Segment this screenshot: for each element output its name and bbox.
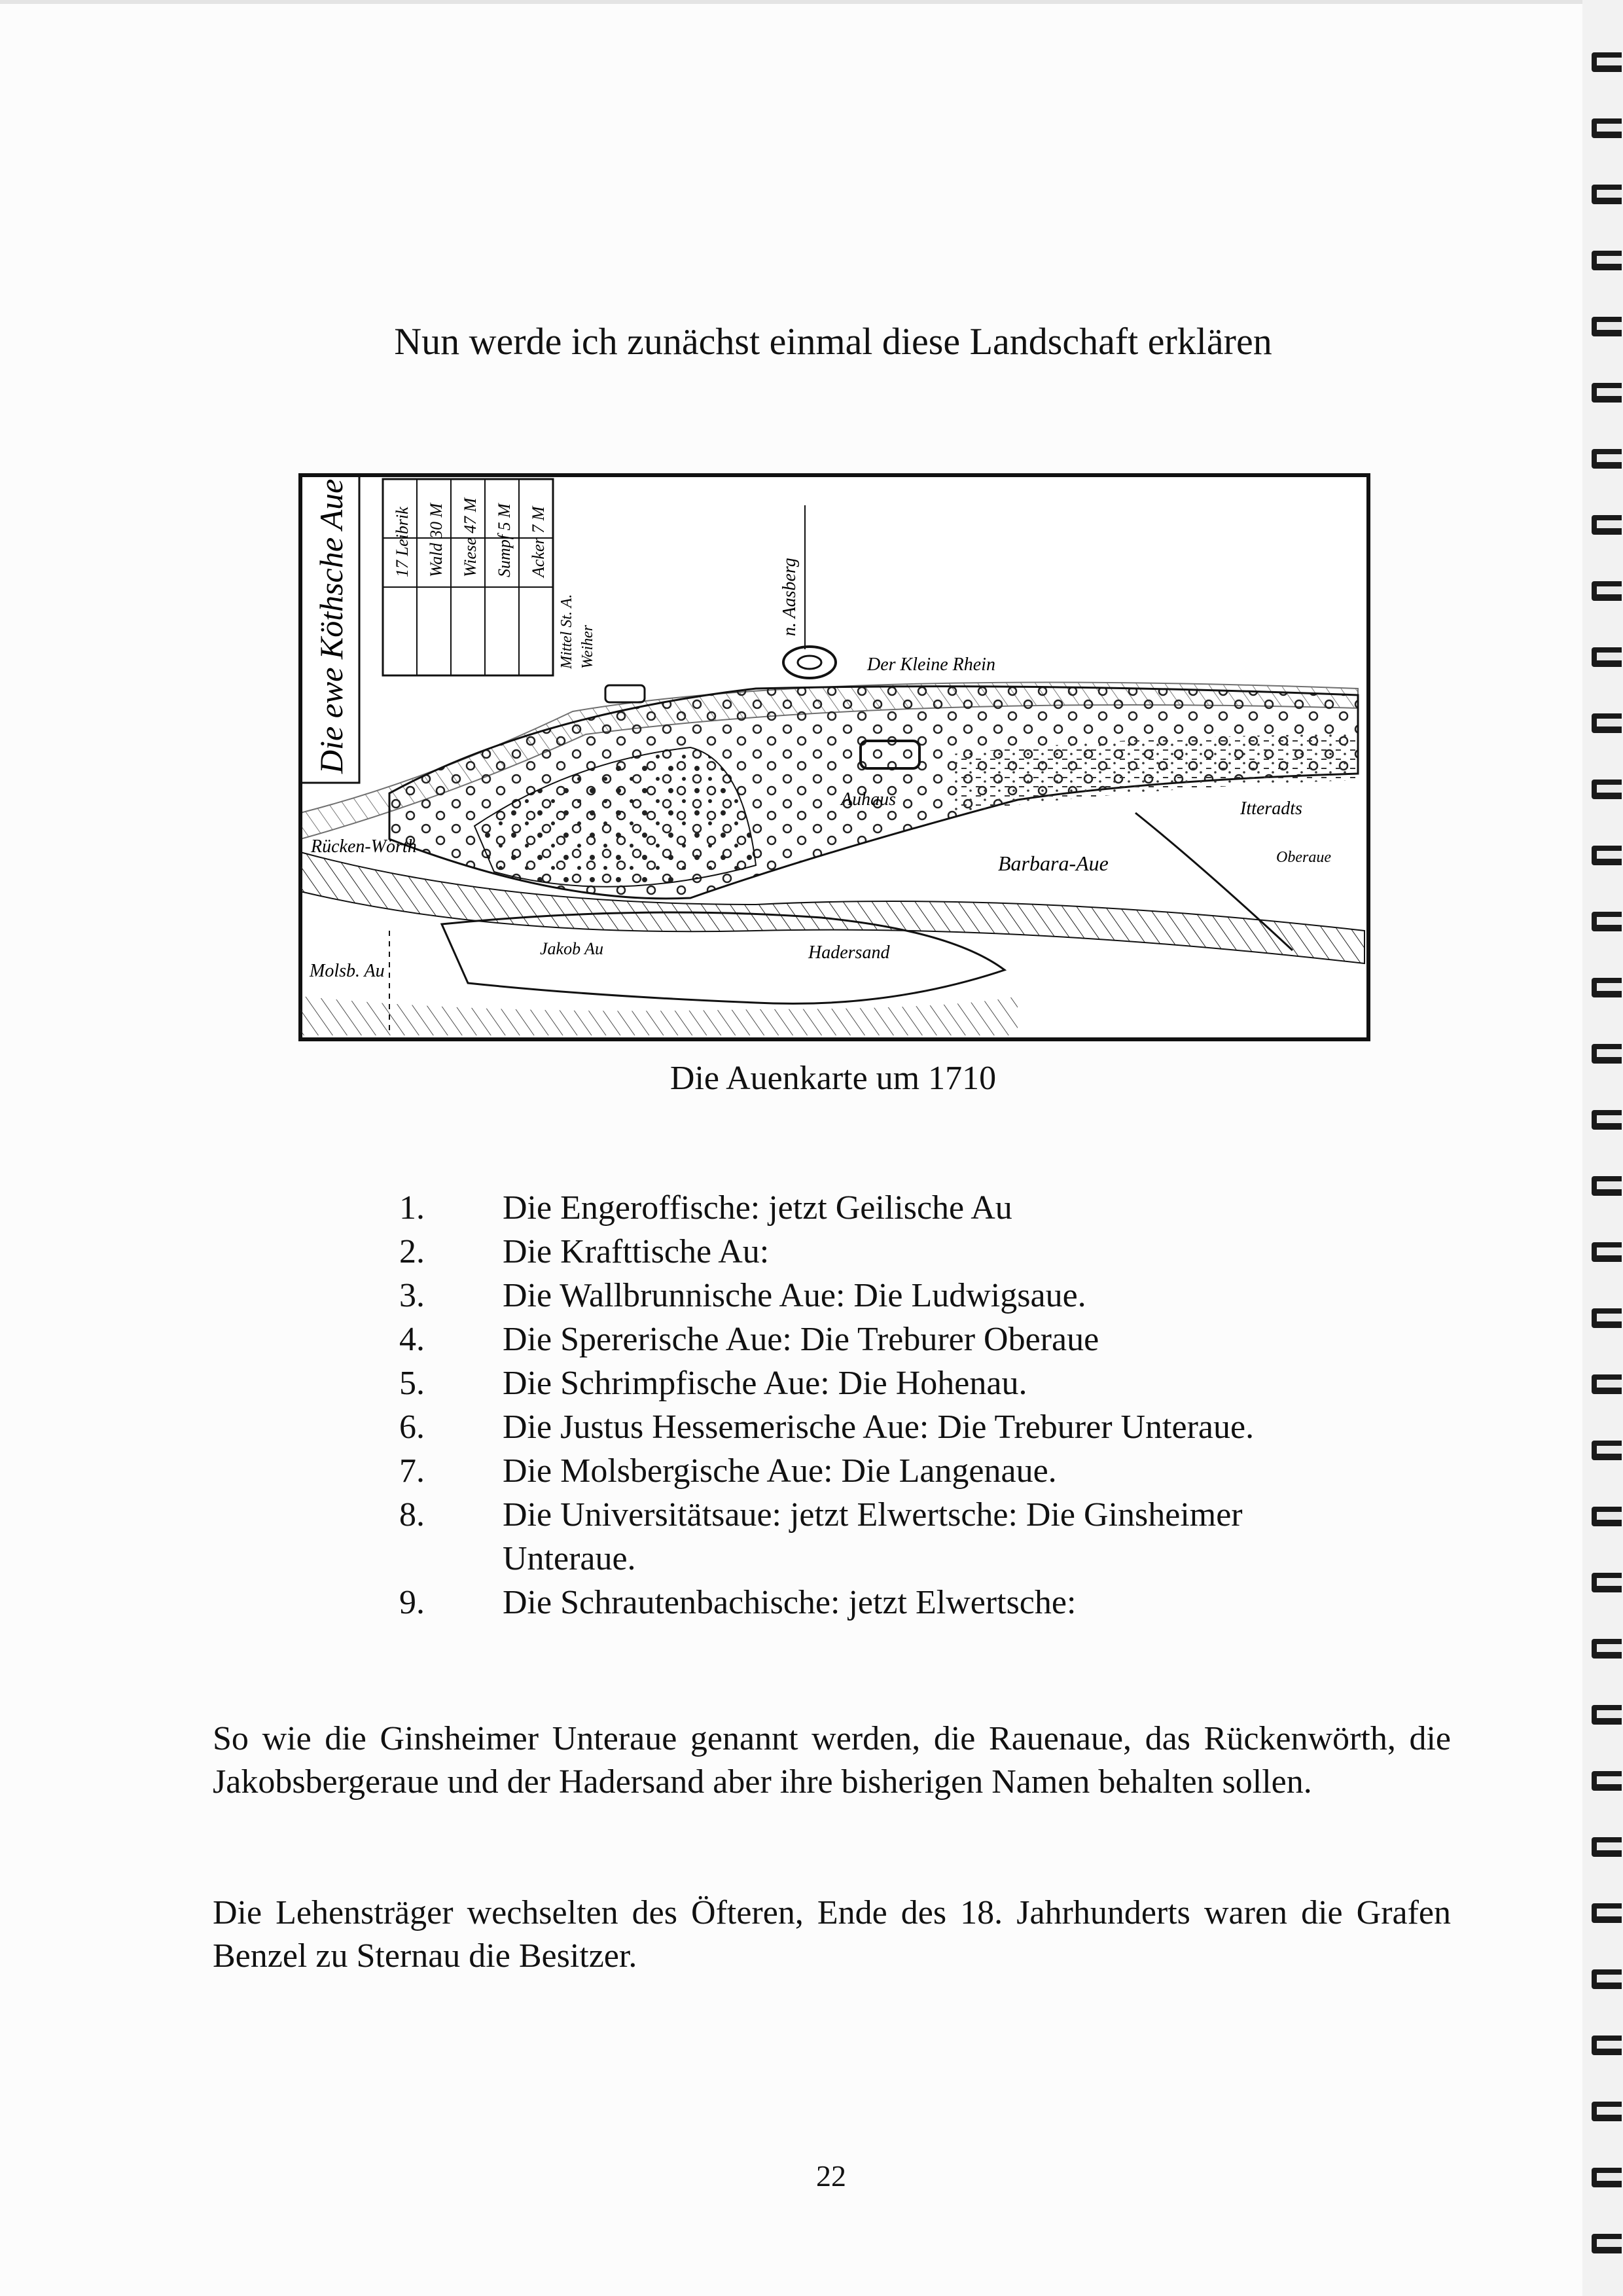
- binding-coil: [1592, 1507, 1622, 1526]
- paragraph-2: Die Lehensträger wechselten des Öfteren, Ende des 18. Jahrhunderts waren die Grafen Benzel zu Sternau die Besitzer.: [213, 1894, 1451, 1975]
- binding-coil: [1592, 251, 1622, 270]
- binding-coil: [1592, 1573, 1622, 1592]
- map-label-rueckenwoerth: Rücken-Wörth: [311, 836, 417, 857]
- legend-5: Acker 7 M: [529, 506, 548, 577]
- binding-coil: [1592, 1308, 1622, 1328]
- binding-coil: [1592, 383, 1622, 403]
- list-item: 8. Die Universitätsaue: jetzt Elwertsche: Die Ginsheimer Unteraue.: [399, 1496, 1243, 1577]
- map-label-molsberg: Molsb. Au: [310, 961, 385, 981]
- binding-coil: [1592, 581, 1622, 601]
- map-label-hadersand: Hadersand: [808, 942, 890, 963]
- list-item: 6. Die Justus Hessemerische Aue: Die Treburer Unteraue.: [399, 1408, 1255, 1446]
- binding-coil: [1592, 978, 1622, 997]
- map-label-itteradts: Itteradts: [1240, 798, 1302, 819]
- binding-coil: [1592, 1441, 1622, 1460]
- legend-4: Sumpf 5 M: [495, 503, 514, 577]
- binding-coil: [1592, 1705, 1622, 1725]
- binding-coil: [1592, 1044, 1622, 1064]
- legend-2: Wald 30 M: [427, 503, 446, 577]
- list-item: 2. Die Krafttische Au:: [399, 1233, 770, 1270]
- binding-coil: [1592, 52, 1622, 72]
- map-label-oberaue: Oberaue: [1276, 849, 1331, 866]
- binding-coil: [1592, 515, 1622, 535]
- binding-coil: [1592, 912, 1622, 931]
- binding-coil: [1592, 1639, 1622, 1659]
- binding-coil: [1592, 1903, 1622, 1923]
- map-label-ausberg: n. Aasberg: [779, 558, 800, 636]
- binding-coil: [1592, 1374, 1622, 1394]
- map-label-jakobs: Jakob Au: [540, 939, 603, 958]
- page-number: 22: [816, 2159, 846, 2193]
- binding-coil: [1592, 2102, 1622, 2121]
- list-item: 3. Die Wallbrunnische Aue: Die Ludwigsaue.: [399, 1277, 1086, 1314]
- binding-coil: [1592, 118, 1622, 138]
- binding-coil: [1592, 1242, 1622, 1262]
- list-item: 5. Die Schrimpfische Aue: Die Hohenau.: [399, 1365, 1027, 1402]
- legend-1: 17 Leibrik: [393, 507, 412, 577]
- binding-coil: [1592, 2234, 1622, 2253]
- map-label-kleine-rhein: Der Kleine Rhein: [867, 655, 995, 675]
- map-label-barbara: Barbara-Aue: [998, 852, 1109, 875]
- binding-coil: [1592, 1837, 1622, 1857]
- page-edge: [0, 0, 1623, 4]
- binding-coil: [1592, 2168, 1622, 2187]
- map-caption: Die Auenkarte um 1710: [669, 1060, 997, 1097]
- binding-coil: [1592, 713, 1622, 733]
- binding-coil: [1592, 1771, 1622, 1791]
- map-label-weiher: Weiher: [579, 624, 596, 669]
- auen-list: [399, 1186, 1381, 1624]
- list-item: 9. Die Schrautenbachische: jetzt Elwertsche:: [399, 1584, 1077, 1621]
- binding-coil: [1592, 780, 1622, 799]
- legend-6: Mittel St. A.: [558, 594, 575, 669]
- list-item: 4. Die Spererische Aue: Die Treburer Oberaue: [399, 1321, 1099, 1358]
- auen-map: [298, 473, 1371, 1042]
- list-item: 7. Die Molsbergische Aue: Die Langenaue.: [399, 1452, 1057, 1490]
- binding-coil: [1592, 1110, 1622, 1130]
- page-heading: Nun werde ich zunächst einmal diese Landschaft erklären: [394, 320, 1272, 363]
- binding-coil: [1592, 647, 1622, 667]
- map-label-auhaus: Auhaus: [841, 789, 896, 810]
- binding-coil: [1592, 317, 1622, 336]
- paragraph-1: So wie die Ginsheimer Unteraue genannt werden, die Rauenaue, das Rückenwörth, die Jakobsbergeraue und der Hadersand aber ihre bisherigen Namen behalten sollen.: [213, 1720, 1451, 1801]
- map-title: Die ewe Köthsche Aue: [313, 478, 349, 774]
- binding-coil: [1592, 2036, 1622, 2055]
- binding-coil: [1592, 1176, 1622, 1196]
- binding-coil: [1592, 449, 1622, 469]
- binding-coil: [1592, 846, 1622, 865]
- list-item: 1. Die Engeroffische: jetzt Geilische Au: [399, 1189, 1012, 1227]
- legend-3: Wiese 47 M: [461, 497, 480, 577]
- binding-coil: [1592, 185, 1622, 204]
- binding-coil: [1592, 1969, 1622, 1989]
